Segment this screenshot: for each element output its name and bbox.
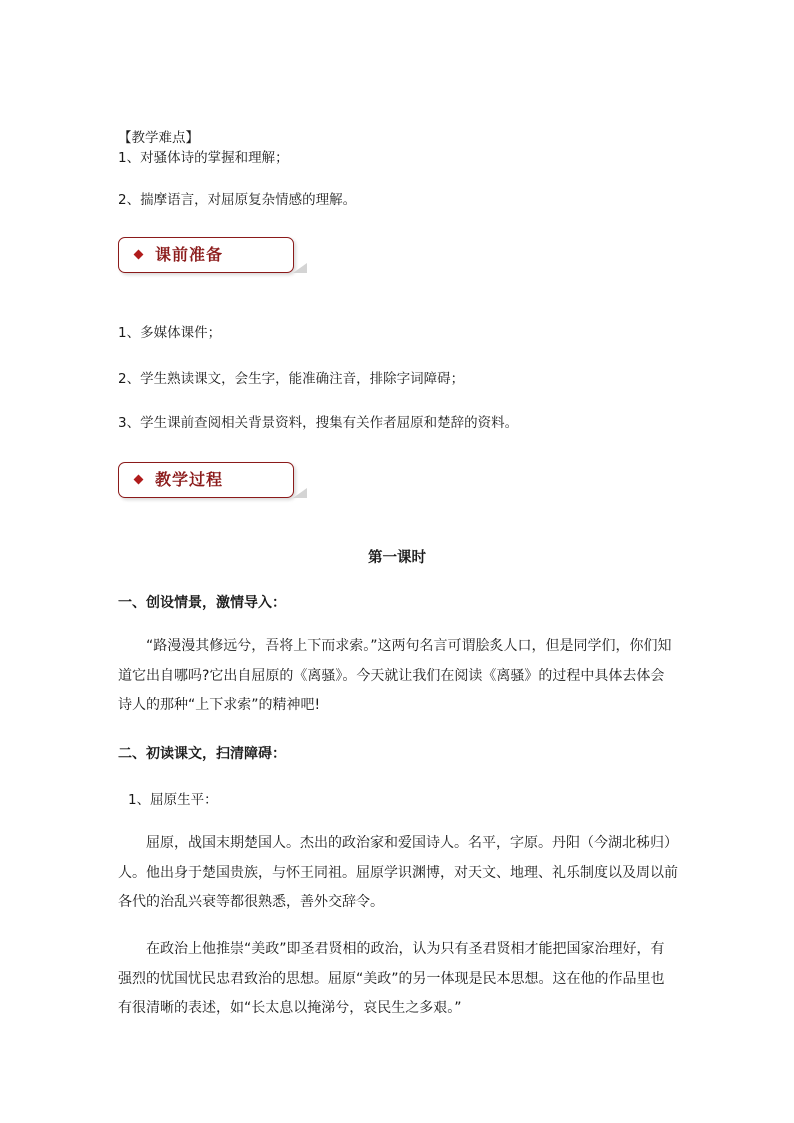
section-title-process: 教学过程 (155, 470, 224, 489)
diamond-icon (134, 475, 144, 485)
section-box-process (118, 462, 294, 498)
box-tail-shadow (293, 263, 307, 273)
section-title-prep: 课前准备 (155, 245, 224, 264)
prep-item-2: 2、学生熟读课文，会生字，能准确注音，排除字词障碍； (118, 371, 465, 387)
diamond-icon (134, 250, 144, 260)
difficulty-item-1: 1、对骚体诗的掌握和理解； (118, 150, 289, 166)
box-tail-shadow (293, 488, 307, 498)
difficulty-heading: 【教学难点】 (118, 130, 199, 146)
part1-paragraph: “路漫漫其修远兮，吾将上下而求索。”这两句名言可谓脍炙人口，但是同学们，你们知道它出自哪吗?它出自屈原的《离骚》。今天就让我们在阅读《离骚》的过程中具体去体会诗人的那种“上下求索”的精神吧! (118, 638, 672, 713)
prep-item-3: 3、学生课前查阅相关背景资料，搜集有关作者屈原和楚辞的资料。 (118, 415, 519, 431)
part2-sub1: 1、屈原生平： (128, 792, 218, 808)
part2-heading: 二、初读课文，扫清障碍： (118, 746, 286, 762)
part1-heading: 一、创设情景，激情导入： (118, 595, 286, 611)
prep-item-1: 1、多媒体课件； (118, 325, 222, 341)
difficulty-item-2: 2、揣摩语言，对屈原复杂情感的理解。 (118, 192, 357, 208)
lesson-title: 第一课时 (368, 550, 426, 566)
section-box-prep (118, 237, 294, 273)
part2-paragraph1: 屈原，战国末期楚国人。杰出的政治家和爱国诗人。名平，字原。丹阳（今湖北秭归）人。他出身于楚国贵族，与怀王同祖。屈原学识渊博，对天文、地理、礼乐制度以及周以前各代的治乱兴衰等都很熟悉，善外交辞令。 (118, 835, 678, 910)
part2-paragraph2: 在政治上他推崇“美政”即圣君贤相的政治，认为只有圣君贤相才能把国家治理好，有强烈的忧国忧民忠君致治的思想。屈原“美政”的另一体现是民本思想。这在他的作品里也有很清晰的表述，如“长太息以掩涕兮，哀民生之多艰。” (118, 941, 665, 1016)
